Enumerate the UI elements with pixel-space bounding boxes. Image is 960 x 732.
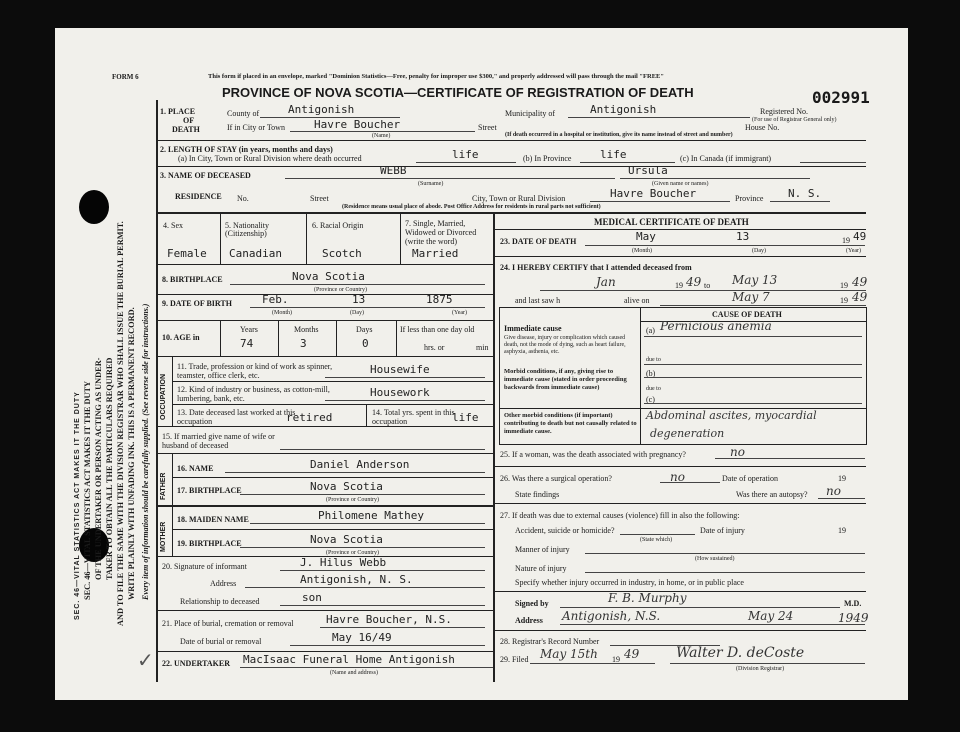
age-years-value: 74 — [240, 337, 254, 350]
last-worked-label: 13. Date deceased last worked at this occupation — [177, 408, 296, 426]
residence-street-label: Street — [310, 194, 329, 203]
county-label: County of — [227, 109, 260, 118]
undertaker-value: MacIsaac Funeral Home Antigonish — [243, 653, 455, 666]
alive-on-label: alive on — [624, 296, 650, 305]
due-to-1: due to — [646, 357, 661, 363]
registered-no-label: Registered No. — [760, 107, 808, 116]
father-birth-caption: (Province or Country) — [326, 497, 379, 503]
side-instructions: SEC. 46—VITAL STATISTICS ACT MAKES IT THE DUTY — [74, 391, 81, 620]
trade-value: Housewife — [370, 363, 430, 376]
county-value: Antigonish — [288, 103, 355, 116]
residence-label: RESIDENCE — [175, 192, 222, 201]
years-label: Years — [240, 325, 258, 334]
med-address-label: Address — [515, 616, 543, 625]
filed-value: May 15th — [540, 647, 598, 661]
burial-date-value: May 16/49 — [332, 631, 392, 644]
certify-label: 24. I HEREBY CERTIFY that I attended deceased from — [500, 263, 692, 272]
q27-label: 27. If death was due to external causes (violence) fill in also the following: — [500, 511, 740, 520]
house-no-label: House No. — [745, 123, 780, 132]
name-caption: (Name) — [372, 133, 391, 139]
last-worked-value: retired — [286, 411, 333, 424]
stay-province-label: (b) In Province — [523, 154, 572, 163]
nationality-value: Canadian — [229, 247, 282, 260]
immediate-desc: Give disease, injury or complication which caused death, not the mode of dying, such as heart failure, asphyxia, asthenia, etc. — [504, 335, 626, 355]
side-text-4: AND TO FILE THE SAME WITH THE DIVISION REGISTRAR WHO SHALL ISSUE THE BURIAL PERMIT. — [116, 221, 125, 626]
cause-a-value: Pernicious anemia — [660, 319, 772, 333]
residence-no-label: No. — [237, 194, 249, 203]
side-text-2: OF THE UNDERTAKER OR PERSON ACTING AS UNDER- — [94, 357, 103, 580]
date-of-injury-label: Date of injury — [700, 526, 745, 535]
informant-label: 20. Signature of informant — [162, 562, 247, 571]
dob-year-value: 1875 — [426, 293, 453, 306]
mother-birth-label: 19. BIRTHPLACE — [177, 539, 242, 548]
informant-value: J. Hilus Webb — [300, 556, 387, 569]
att-to-year-value: 49 — [852, 275, 868, 289]
residence-city-label: City, Town or Rural Division — [472, 194, 566, 203]
birthplace-value: Nova Scotia — [292, 270, 365, 283]
side-text-6: Every item of information should be carefully supplied. (See reverse side for instructions.) — [141, 303, 150, 600]
racial-origin-label: 6. Racial Origin — [312, 221, 364, 230]
burial-place-label: 21. Place of burial, cremation or removal — [162, 619, 294, 628]
q25-label: 25. If a woman, was the death associated with pregnancy? — [500, 450, 686, 459]
autopsy-label: Was there an autopsy? — [736, 490, 808, 499]
state-findings-label: State findings — [515, 490, 560, 499]
dob-day-value: 13 — [352, 293, 366, 306]
manner-label: Manner of injury — [515, 545, 570, 554]
father-birth-label: 17. BIRTHPLACE — [177, 486, 242, 495]
min-label: min — [476, 343, 489, 352]
other-cause-2: degeneration — [650, 427, 725, 440]
mother-maiden-value: Philomene Mathey — [318, 509, 424, 522]
father-birth-value: Nova Scotia — [310, 480, 383, 493]
total-yrs-value: life — [452, 411, 479, 424]
surname-caption: (Surname) — [418, 181, 444, 187]
undertaker-label: 22. UNDERTAKER — [162, 659, 231, 668]
punch-hole-top — [79, 190, 109, 224]
age-months-value: 3 — [300, 337, 307, 350]
att-from-value: Jan — [596, 275, 616, 289]
att-to-value: May 13 — [732, 273, 778, 287]
injury-nineteen: 19 — [838, 526, 846, 535]
months-label: Months — [294, 325, 319, 334]
pregnancy-value: no — [730, 445, 745, 459]
place-label: 1. PLACE — [160, 107, 196, 116]
burial-place-value: Havre Boucher, N.S. — [326, 613, 452, 626]
date-of-death-label: 23. DATE OF DEATH — [500, 237, 577, 246]
cause-title: CAUSE OF DEATH — [712, 310, 782, 319]
medical-cert-title: MEDICAL CERTIFICATE OF DEATH — [594, 217, 749, 227]
alive-nineteen: 19 — [840, 296, 848, 305]
q26-label: 26. Was there a surgical operation? — [500, 474, 612, 483]
autopsy-value: no — [826, 484, 841, 498]
att-to-nineteen: 19 — [840, 281, 848, 290]
alive-year-value: 49 — [852, 290, 868, 304]
and-last-label: and last saw h — [515, 296, 561, 305]
to-label: to — [704, 281, 711, 290]
residence-city-value: Havre Boucher — [610, 187, 697, 200]
given-caption: (Given name or names) — [652, 181, 709, 187]
informant-address-value: Antigonish, N. S. — [300, 573, 413, 586]
sex-value: Female — [167, 247, 207, 260]
residence-note: (Residence means usual place of abode. Post Office Address for residents in rural parts not sufficient) — [342, 204, 601, 210]
birthplace-caption: (Province or Country) — [314, 287, 367, 293]
dob-month-value: Feb. — [262, 293, 289, 306]
name-of-deceased-label: 3. NAME OF DECEASED — [160, 171, 251, 180]
morbid-label: Morbid conditions, if any, giving rise to immediate cause (stated in order proceeding backwards from immediate cause) — [504, 368, 627, 391]
mother-birth-value: Nova Scotia — [310, 533, 383, 546]
surname-value: WEBB — [380, 164, 407, 177]
c-label: (c) — [646, 395, 655, 404]
b-label: (b) — [646, 369, 656, 378]
mailing-notice: This form if placed in an envelope, marked "Dominion Statistics—Free, penalty for improper use $300," and properly addressed will pass through the mail "FREE" — [208, 73, 664, 80]
occupation-vertical: OCCUPATION — [160, 373, 167, 420]
hrs-label: hrs. or — [424, 343, 445, 352]
if-less-label: If less than one day old — [400, 325, 475, 334]
sex-label: 4. Sex — [163, 221, 183, 230]
certificate-title: PROVINCE OF NOVA SCOTIA—CERTIFICATE OF REGISTRATION OF DEATH — [222, 85, 694, 100]
att-from-year-value: 49 — [686, 275, 702, 289]
dob-year-caption: (Year) — [452, 310, 468, 316]
due-to-2: due to — [646, 386, 661, 392]
marital-value: Married — [412, 247, 459, 260]
att-from-year: 19 — [675, 281, 683, 290]
side-text-1: SEC. 46—VITAL STATISTICS ACT MAKES IT THE DUTY — [83, 380, 92, 600]
other-cause-1: Abdominal ascites, myocardial — [646, 409, 817, 422]
wife-label: 15. If married give name of wife or husband of deceased — [162, 432, 275, 450]
mother-vertical: MOTHER — [160, 521, 167, 552]
death-month-caption: (Month) — [632, 248, 652, 254]
industry-value: Housework — [370, 386, 430, 399]
industry-label: 12. Kind of industry or business, as cotton-mill, lumbering, bank, etc. — [177, 385, 330, 403]
state-which: (State which) — [640, 537, 673, 543]
med-address-value: Antigonish, N.S. — [562, 609, 661, 623]
marital-label: 7. Single, Married, Widowed or Divorced (write the word) — [405, 219, 477, 246]
racial-origin-value: Scotch — [322, 247, 362, 260]
municipality-label: Municipality of — [505, 109, 555, 118]
side-text-3: TAKER TO OBTAIN ALL THE PARTICULARS REQUIRED — [105, 357, 114, 580]
street-label: Street — [478, 123, 497, 132]
how-sustained: (How sustained) — [695, 556, 735, 562]
residence-province-value: N. S. — [788, 187, 822, 200]
death-day-value: 13 — [736, 230, 750, 243]
undertaker-caption: (Name and address) — [330, 670, 378, 676]
signed-by-value: F. B. Murphy — [608, 591, 687, 605]
surgery-value: no — [670, 470, 685, 484]
hospital-note: (If death occurred in a hospital or institution, give its name instead of street and number) — [505, 132, 733, 138]
father-name-value: Daniel Anderson — [310, 458, 410, 471]
form-number: FORM 6 — [112, 73, 139, 81]
nature-label: Nature of injury — [515, 564, 567, 573]
specify-label: Specify whether injury occurred in industry, in home, or in public place — [515, 578, 744, 587]
checkmark-icon: ✓ — [137, 648, 154, 672]
relationship-label: Relationship to deceased — [180, 597, 260, 606]
stay-city-value: life — [452, 148, 479, 161]
filed-nineteen: 19 — [612, 655, 620, 664]
nationality-label: 5. Nationality (Citizenship) — [225, 221, 269, 238]
md-label: M.D. — [844, 599, 862, 608]
birthplace-label: 8. BIRTHPLACE — [162, 275, 223, 284]
death-label: DEATH — [172, 125, 200, 134]
serial-number: 002991 — [812, 88, 870, 107]
q29-label: 29. Filed — [500, 655, 529, 664]
side-text-5: WRITE PLAINLY WITH UNFADING INK. THIS IS A PERMANENT RECORD. — [127, 307, 136, 600]
accident-label: Accident, suicide or homicide? — [515, 526, 615, 535]
age-days-value: 0 — [362, 337, 369, 350]
filed-year-value: 49 — [624, 647, 640, 661]
given-name-value: Ursula — [628, 164, 668, 177]
dob-day-caption: (Day) — [350, 310, 364, 316]
city-town-value: Havre Boucher — [314, 118, 401, 131]
burial-date-label: Date of burial or removal — [180, 637, 262, 646]
med-year-value: 1949 — [838, 611, 869, 625]
age-label: 10. AGE in — [162, 333, 200, 342]
mother-maiden-label: 18. MAIDEN NAME — [177, 515, 249, 524]
total-yrs-label: 14. Total yrs. spent in this occupation — [372, 408, 455, 426]
father-name-label: 16. NAME — [177, 464, 214, 473]
med-date-value: May 24 — [748, 609, 794, 623]
death-year-value: 49 — [853, 230, 867, 243]
residence-province-label: Province — [735, 194, 764, 203]
dob-month-caption: (Month) — [272, 310, 292, 316]
relationship-value: son — [302, 591, 322, 604]
mother-birth-caption: (Province or Country) — [326, 550, 379, 556]
alive-on-value: May 7 — [732, 290, 770, 304]
stay-province-value: life — [600, 148, 627, 161]
q28-label: 28. Registrar's Record Number — [500, 637, 600, 646]
stay-city-label: (a) In City, Town or Rural Division where death occurred — [178, 154, 362, 163]
other-morbid-label: Other morbid conditions (if important) contributing to death but not causally related to immediate cause. — [504, 412, 637, 435]
date-of-operation-label: Date of operation — [722, 474, 778, 483]
registrar-signature: Walter D. deCoste — [676, 645, 805, 661]
informant-address-label: Address — [210, 579, 237, 588]
immediate-cause-label: Immediate cause — [504, 324, 562, 333]
death-day-caption: (Day) — [752, 248, 766, 254]
death-year-caption: (Year) — [846, 248, 862, 254]
of-label: OF — [183, 116, 195, 125]
division-registrar-caption: (Division Registrar) — [736, 666, 785, 672]
death-nineteen: 19 — [842, 236, 850, 245]
death-month-value: May — [636, 230, 656, 243]
municipality-value: Antigonish — [590, 103, 657, 116]
father-vertical: FATHER — [160, 472, 167, 500]
length-of-stay-label: 2. LENGTH OF STAY (in years, months and days) — [160, 145, 333, 154]
operation-nineteen: 19 — [838, 474, 846, 483]
trade-label: 11. Trade, profession or kind of work as spinner, teamster, office clerk, etc. — [177, 362, 333, 380]
dob-label: 9. DATE OF BIRTH — [162, 299, 232, 308]
stay-canada-label: (c) In Canada (if immigrant) — [680, 154, 772, 163]
city-town-label: If in City or Town — [227, 123, 285, 132]
registrar-use-note: (For use of Registrar General only) — [752, 117, 837, 123]
a-label: (a) — [646, 326, 655, 335]
signed-by-label: Signed by — [515, 599, 549, 608]
days-label: Days — [356, 325, 373, 334]
